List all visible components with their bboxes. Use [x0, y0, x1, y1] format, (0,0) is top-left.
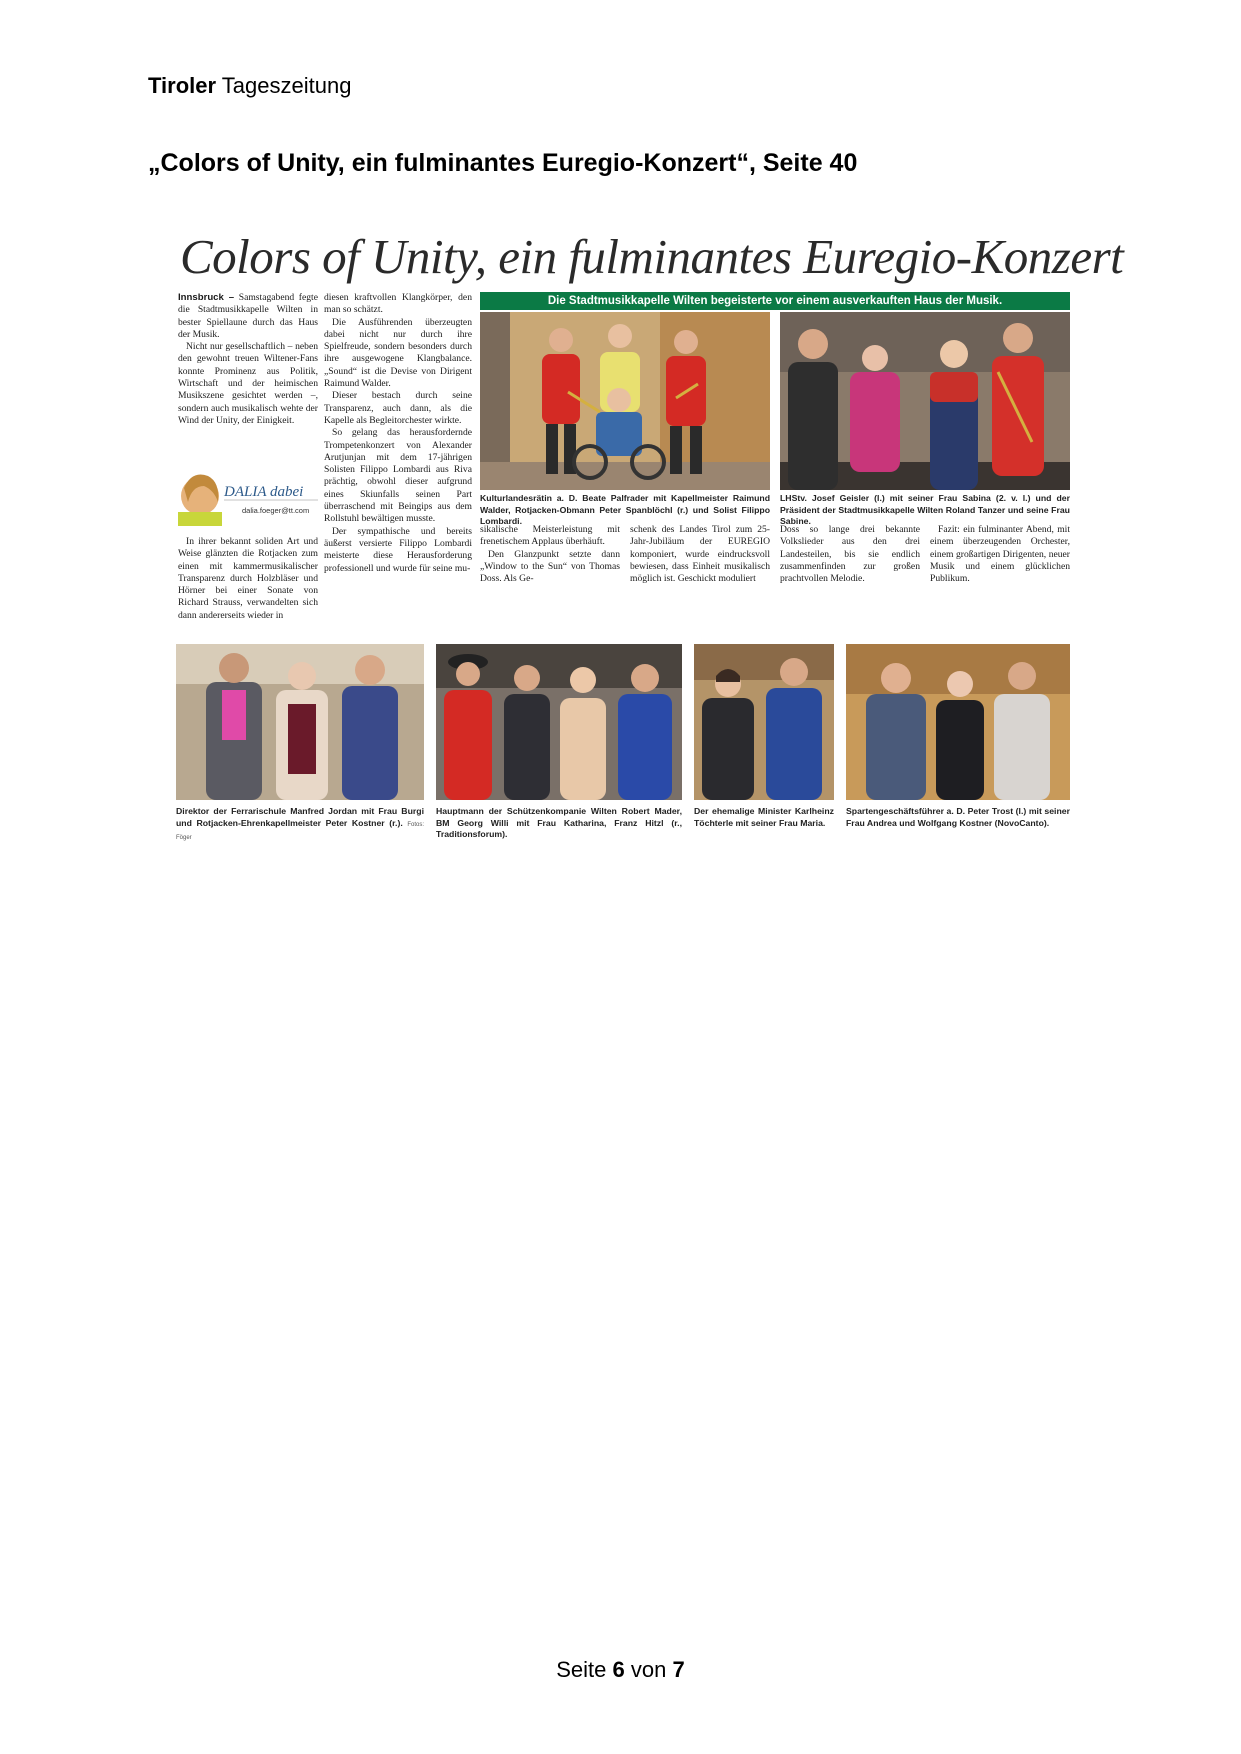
article-column-5: Doss so lange drei bekannte Volkslieder aus den drei Landesteilen, bis sie endlich zusammenfinden zur großen prachtvollen Melodie. [780, 524, 920, 585]
photo-5 [694, 644, 834, 800]
publication-name: Tiroler Tageszeitung [148, 73, 352, 98]
document-title: „Colors of Unity, ein fulminantes Euregio-Konzert“, Seite 40 [148, 149, 858, 177]
photo-4-caption: Hauptmann der Schützenkompanie Wilten Robert Mader, BM Georg Willi mit Frau Katharina, Franz Hitzl (r., Traditionsforum). [436, 806, 682, 839]
article-column-4: schenk des Landes Tirol zum 25-Jahr-Jubiläum der EUREGIO komponiert, wurde eindrucksvoll bewiesen, dass Einheit musikalisch möglich ist. Geschickt moduliert [630, 524, 770, 585]
photo-6 [846, 644, 1070, 800]
photo-6-caption: Spartengeschäftsführer a. D. Peter Trost (l.) mit seiner Frau Andrea und Wolfgang Kostner (NovoCanto). [846, 806, 1070, 828]
photo-1 [480, 312, 770, 490]
article-column-6: Fazit: ein fulminanter Abend, mit einem überzeugenden Orchester, einem großartigen Dirigenten, neuer Musik und einem glücklichen Publikum. [930, 524, 1070, 585]
article-column-1b: In ihrer bekannt soliden Art und Weise glänzten die Rotjacken zum einen mit kammermusikalischer Transparenz durch Holzbläser und Hörner bei einer Sonate von Richard Strauss, verwandelten sich dann andererseits wieder in [178, 536, 318, 621]
photo-3 [176, 644, 424, 800]
photo-4 [436, 644, 682, 800]
photo-5-caption: Der ehemalige Minister Karlheinz Töchterle mit seiner Frau Maria. [694, 806, 834, 828]
photo-3-caption: Direktor der Ferrarischule Manfred Jordan mit Frau Burgi und Rotjacken-Ehrenkapellmeister Peter Kostner (r.). Fotos: Föger [176, 806, 425, 841]
photo-2-caption: LHStv. Josef Geisler (l.) mit seiner Frau Sabina (2. v. l.) und der Präsident der Stadtmusikkapelle Wilten Roland Tanzer und seine Frau Sabine. [780, 493, 1070, 526]
photo-1-caption: Kulturlandesrätin a. D. Beate Palfrader mit Kapellmeister Raimund Walder, Rotjacken-Obmann Peter Spanblöchl (r.) und Solist Filippo Lombardi. [480, 493, 770, 526]
article-column-2: diesen kraftvollen Klangkörper, den man so schätzt. Die Ausführenden überzeugten dabei nicht nur durch ihre Spielfreude, sondern besonders durch ihre ausgewogene Klangbalance. „Sound“ ist die Devise von Dirigent Raimund Walder. Dieser bestach durch seine Transparenz, auch dann, als die Kapelle als Begleitorchester wirkte. So gelang das herausfordernde Trompetenkonzert von Alexander Arutjunjan mit dem 17-jährigen Solisten Filippo Lombardi aus Riva prächtig, obwohl dieser aufgrund eines Skiunfalls seinen Part überraschend mit Beingips aus dem Rollstuhl bewältigen musste. Der sympathische und bereits äußerst versierte Filippo Lombardi meisterte diese Herausforderung professionell und wurde für seine mu- [324, 292, 472, 574]
article-headline: Colors of Unity, ein fulminantes Euregio-Konzert [180, 229, 1124, 284]
columnist-name: DALIA dabei [224, 484, 304, 500]
page-footer: Seite 6 von 7 [556, 1657, 685, 1682]
article-column-1: Innsbruck – Samstagabend fegte die Stadtmusikkapelle Wilten in bester Spiellaune durch das Haus der Musik. Nicht nur gesellschaftlich – neben den gewohnt treuen Wiltener-Fans konnte Prominenz aus Politik, Wirtschaft und der heimischen Musikszene gesichtet werden –, sondern auch musikalisch wehte der Wind der Unity, der Einigkeit. [178, 292, 318, 426]
columnist-email: dalia.foeger@tt.com [242, 506, 310, 515]
article-column-3: sikalische Meisterleistung mit frenetischem Applaus überhäuft. Den Glanzpunkt setzte dann „Window to the Sun“ von Thomas Doss. Als Ge- [480, 524, 620, 585]
photo-2 [780, 312, 1070, 490]
newspaper-clipping [172, 218, 1124, 868]
photo-banner: Die Stadtmusikkapelle Wilten begeisterte vor einem ausverkauften Haus der Musik. [480, 292, 1070, 310]
